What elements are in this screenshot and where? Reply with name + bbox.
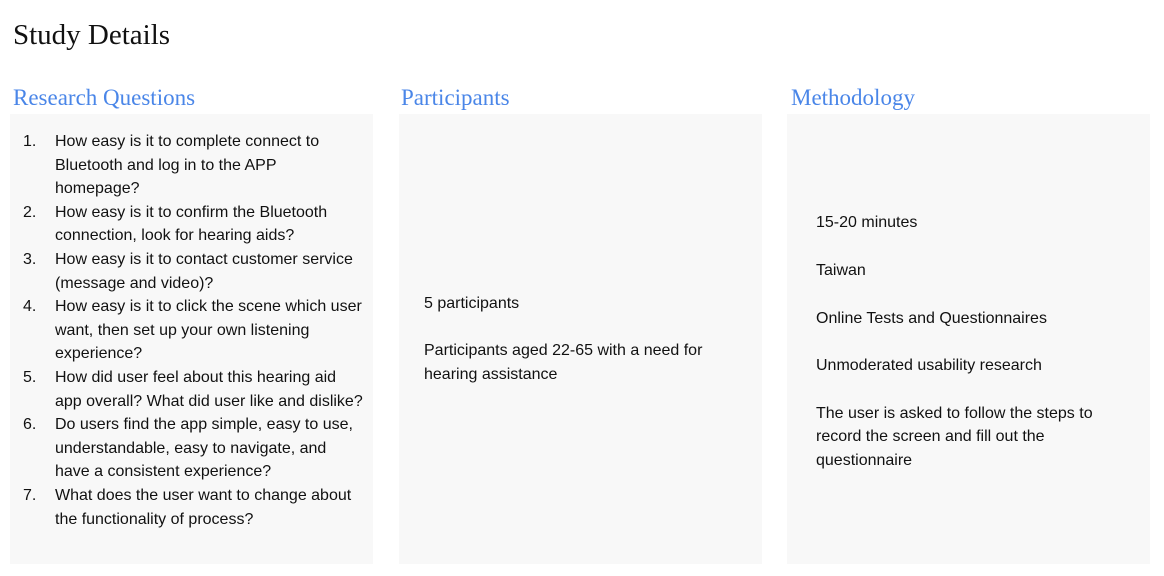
- research-questions-panel: [10, 114, 373, 564]
- list-item-number: 7.: [23, 486, 37, 504]
- participants-content: [399, 114, 762, 564]
- participant-count: 5 participants: [424, 294, 520, 312]
- list-item: [23, 130, 363, 201]
- methodology-duration: 15-20 minutes: [816, 214, 918, 232]
- participants-panel: [399, 114, 762, 564]
- list-item: [23, 484, 363, 531]
- list-item-number: 2.: [23, 203, 37, 221]
- list-item: [23, 248, 363, 295]
- list-item-number: 6.: [23, 416, 37, 434]
- methodology-format: Online Tests and Questionnaires: [816, 309, 1047, 327]
- list-item-text: How easy is it to complete connect to Bluetooth and log in to the APP homepage?: [55, 133, 320, 198]
- list-item-text: How did user feel about this hearing aid app overall? What did user like and dislike?: [55, 368, 363, 410]
- list-item: [23, 413, 363, 484]
- methodology-procedure: The user is asked to follow the steps to record the screen and fill out the questionnaire: [816, 404, 1093, 469]
- research-questions-heading: Research Questions: [13, 85, 196, 110]
- list-item-number: 3.: [23, 250, 37, 268]
- list-item-text: How easy is it to click the scene which user want, then set up your own listening experience?: [55, 298, 362, 363]
- methodology-location: Taiwan: [816, 262, 866, 280]
- methodology-content: [787, 114, 1150, 564]
- participant-criteria: Participants aged 22-65 with a need for hearing assistance: [424, 342, 703, 383]
- methodology-panel: [787, 114, 1150, 564]
- list-item-text: How easy is it to contact customer service (message and video)?: [55, 250, 353, 292]
- research-questions-list: [23, 130, 363, 531]
- page-title: Study Details: [13, 19, 171, 51]
- list-item-text: What does the user want to change about the functionality of process?: [55, 486, 352, 528]
- list-item-text: How easy is it to confirm the Bluetooth connection, look for hearing aids?: [55, 203, 328, 245]
- list-item: [23, 295, 363, 366]
- list-item-number: 4.: [23, 298, 37, 316]
- methodology-heading: Methodology: [791, 85, 915, 110]
- list-item-text: Do users find the app simple, easy to use, understandable, easy to navigate, and have a consistent experience?: [55, 416, 353, 481]
- list-item: [23, 201, 363, 248]
- list-item-number: 1.: [23, 133, 37, 150]
- list-item: [23, 366, 363, 413]
- methodology-type: Unmoderated usability research: [816, 357, 1042, 375]
- participants-heading: Participants: [401, 85, 510, 110]
- list-item-number: 5.: [23, 368, 37, 386]
